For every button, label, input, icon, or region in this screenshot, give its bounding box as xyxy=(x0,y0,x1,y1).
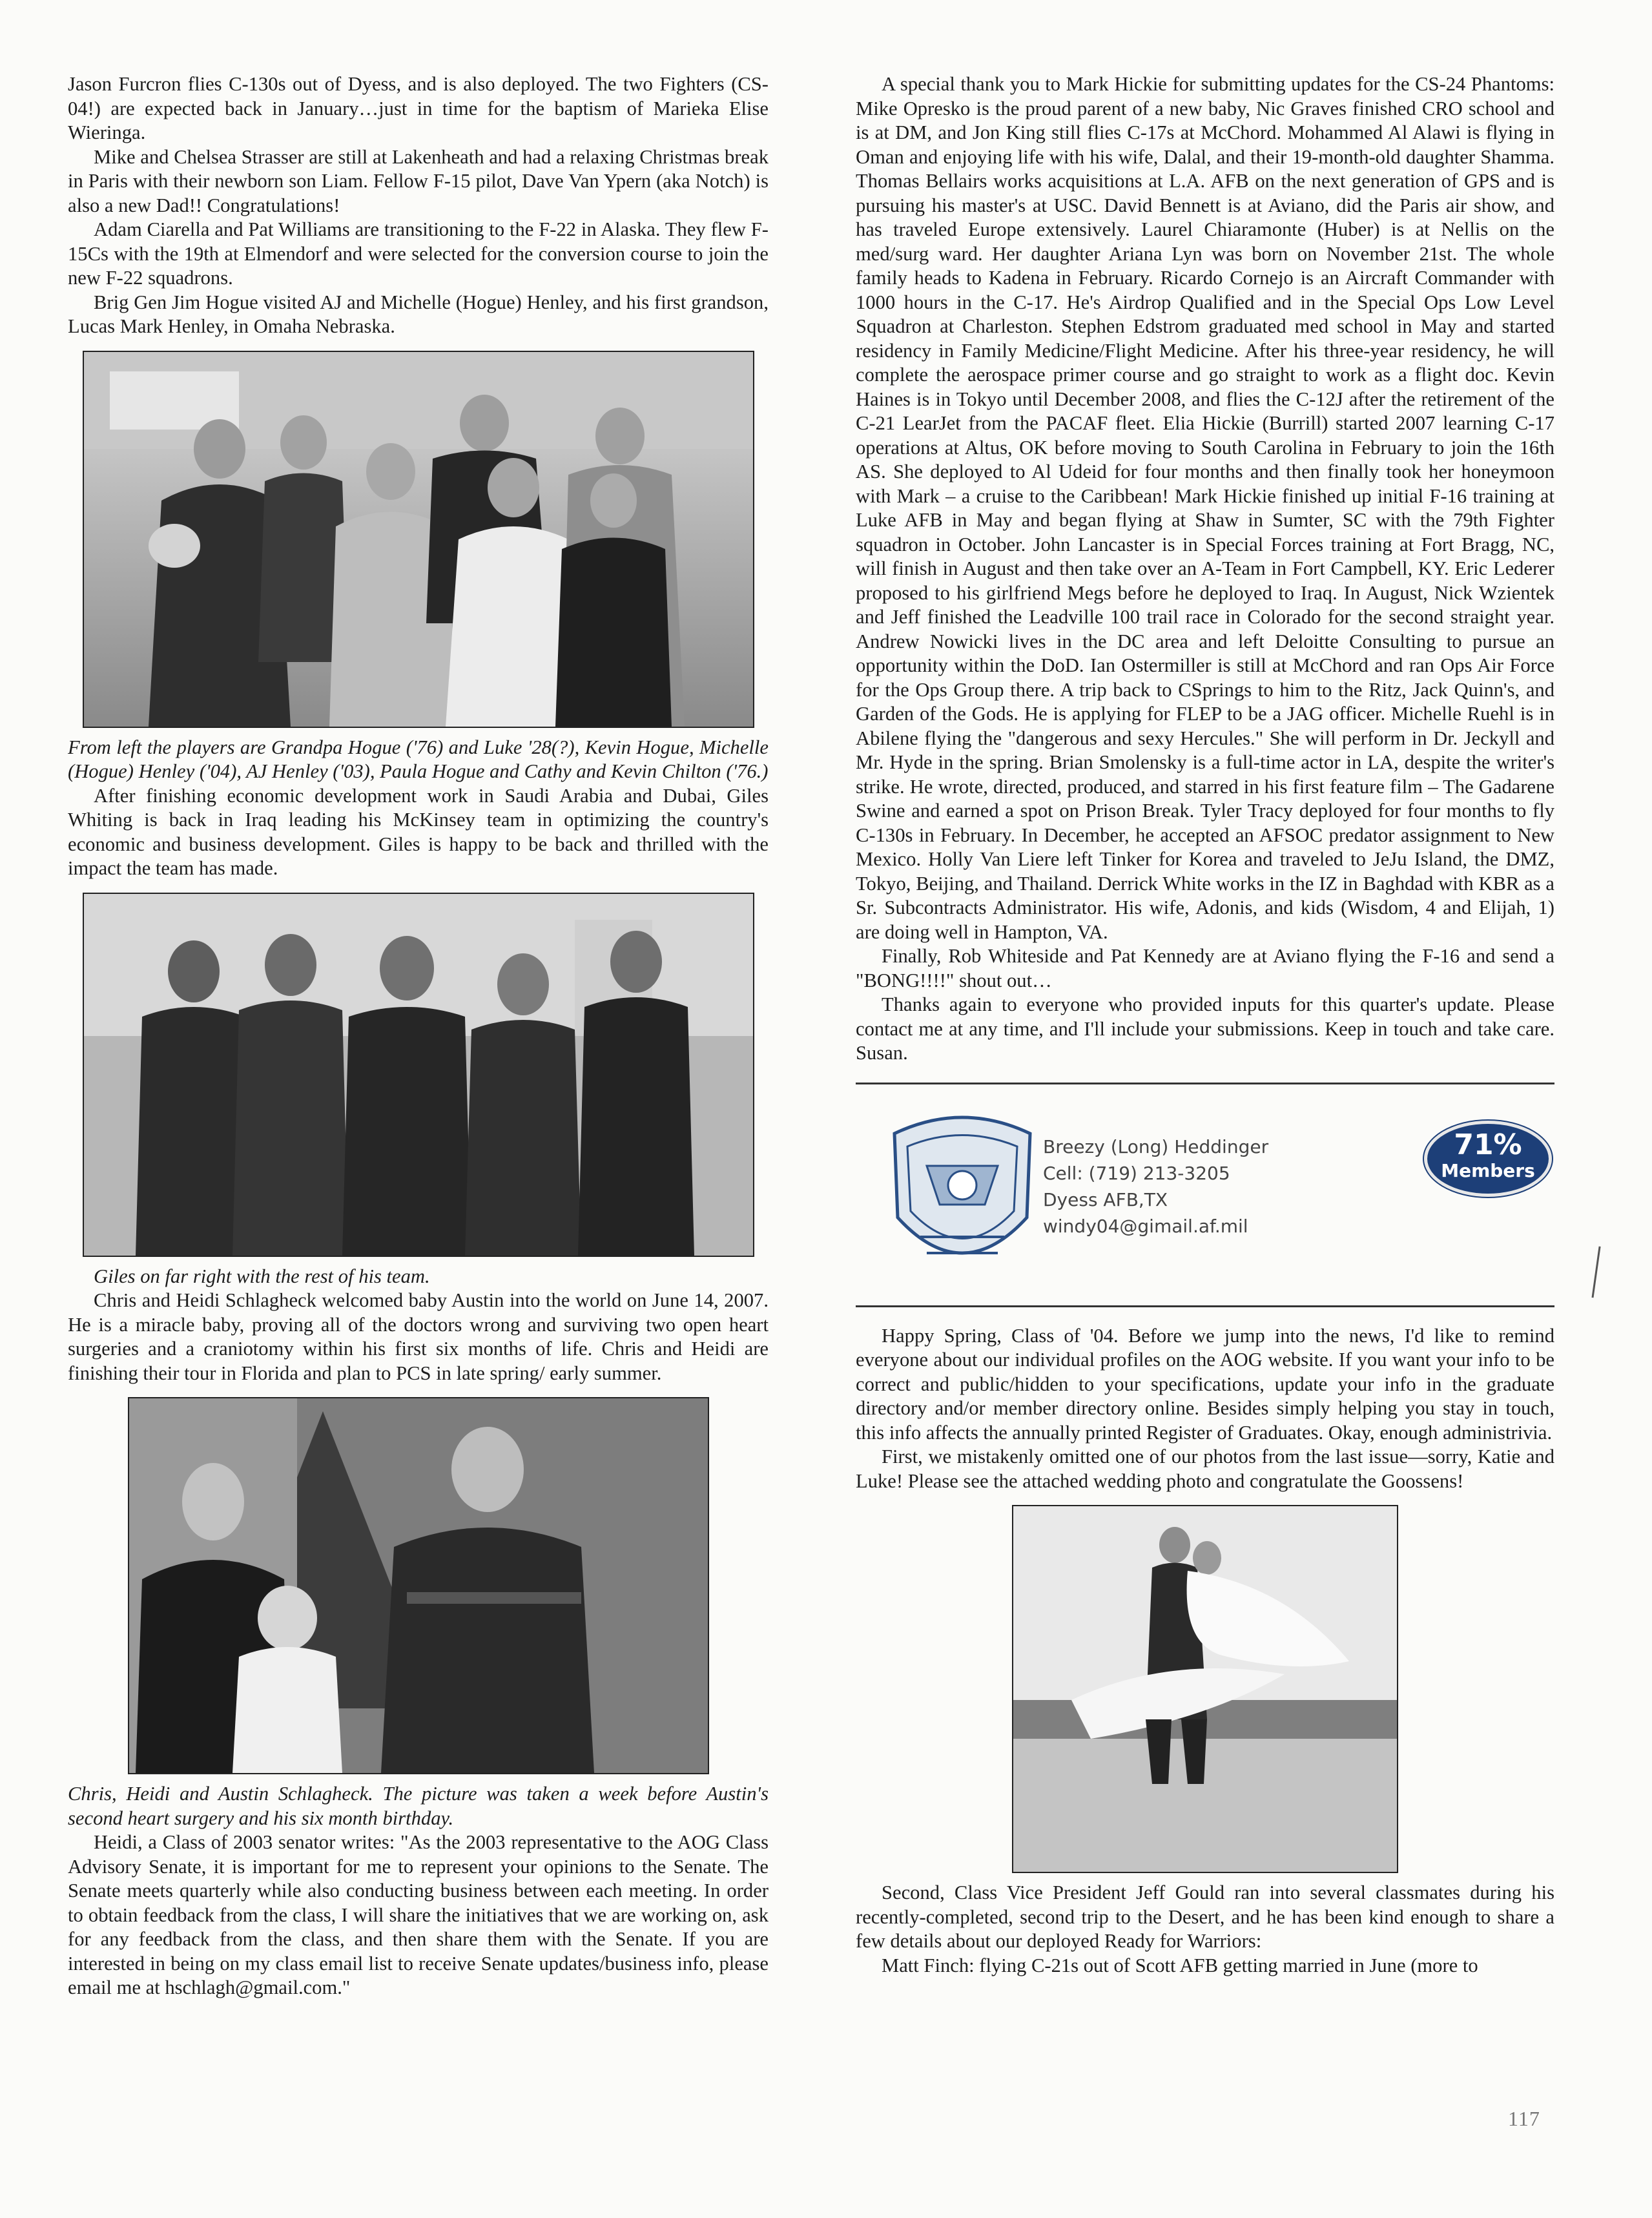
schlagheck-family-photo xyxy=(128,1397,709,1774)
paragraph: Happy Spring, Class of '04. Before we jump into the news, I'd like to remind everyone about our individual profiles on the AOG website. If you want your info to be correct and public/hidden to your specifications, update your info in the graduate directory and/or member directory online. Besides simply helping you stay in touch, this info affects the annually printed Register of Graduates. Okay, enough administrivia. xyxy=(856,1324,1554,1444)
paragraph: Jason Furcron flies C-130s out of Dyess, and is also deployed. The two Fighters (CS-04!) are expected back in January…just in time for the baptism of Marieka Elise Wieringa. xyxy=(68,73,769,143)
photo-caption: Giles on far right with the rest of his team. xyxy=(94,1265,430,1287)
paragraph: A special thank you to Mark Hickie for submitting updates for the CS-24 Phantoms: Mike Opresko is the proud parent of a new baby, Nic Graves finished CRO school and is at DM, and Jon King still flies C-17s at McChord. Mohammed Al Alawi is flying in Oman and enjoying life with his wife, Dalal, and their 19-month-old daughter Shamma. Thomas Bellairs works acquisitions at L.A. AFB on the next generation of GPS and is pursuing his master's at USC. David Bennett is at Aviano, did the Paris air show, and has traveled Europe extensively. Laurel Chiaramonte (Huber) is at Nellis on the med/surg ward. Her daughter Ariana Lyn was born on November 21st. The whole family heads to Kadena in February. Ricardo Cornejo is an Aircraft Commander with 1000 hours in the C-17. He's Airdrop Qualified and in the Special Ops Low Level Squadron at Charleston. Stephen Edstrom graduated med school in May and started residency in Family Medicine/Flight Medicine. After his three-year residency, he will complete the aerospace primer course and go straight to work as a flight doc. Kevin Haines is in Tokyo until December 2008, and flies the C-12J after the retirement of the C-21 LearJet from the PACAF fleet. Elia Hickie (Burrill) started 2007 learning C-17 operations at Altus, OK before moving to South Carolina in February to join the 16th AS. She deployed to Al Udeid for four months and then finally took her honeymoon with Mark – a cruise to the Caribbean! Mark Hickie finished up initial F-16 training at Luke AFB in May and began flying at Shaw in Sumter, SC with the 79th Fighter squadron in October. John Lancaster is in Special Forces training at Fort Bragg, NC, will finish in August and then take over an A-Team in Fort Campbell, KY. Eric Lederer proposed to his girlfriend Megs before he deployed to Iraq. In August, Nick Wzientek and Jeff finished the Leadville 100 trail race in Colorado for the second straight year. Andrew Nowicki lives in the DC area and left Deloitte Consulting to pursue an opportunity within the DoD. Ian Ostermiller is still at McChord and ran Ops Air Force for the Ops Group there. A trip back to CSprings to him to the Ritz, Jack Quinn's, and Garden of the Gods. He is applying for FLEP to be a JAG officer. Michelle Ruehl is in Abilene flying the "dangerous and sexy Hercules." She will perform in Dr. Jeckyll and Mr. Hyde in the spring. Brian Smolensky is a full-time actor in LA, despite the writer's strike. He wrote, directed, produced, and starred in his first feature film – The Gadarene Swine and earned a spot on Prison Break. Tyler Tracy deployed for four months to fly C-130s in February. In December, he accepted an AFSOC predator assignment to New Mexico. Holly Van Liere left Tinker for Korea and traveled to JeJu Island, the DMZ, Tokyo, Beijing, and Thailand. Derrick White works in the IZ in Baghdad with KBR as a Sr. Subcontracts Administrator. His wife, Adonis, and kids (Wisdom, 4 and Elijah, 1) are doing well in Hampton, VA. xyxy=(856,73,1554,943)
class-crest-icon xyxy=(882,1108,1043,1282)
membership-percent: 71% xyxy=(1454,1128,1522,1161)
contact-name: Breezy (Long) Heddinger xyxy=(1043,1135,1269,1157)
photo-caption: From left the players are Grandpa Hogue ('76) and Luke '28(?), Kevin Hogue, Michelle (Hogue) Henley ('04), AJ Henley ('03), Paula Hogue and Cathy and Kevin Chilton ('76.) xyxy=(68,736,769,782)
membership-badge xyxy=(1424,1121,1552,1197)
section-divider xyxy=(856,1083,1554,1084)
paragraph: Matt Finch: flying C-21s out of Scott AFB getting married in June (more to xyxy=(882,1954,1478,1976)
paragraph: After finishing economic development work in Saudi Arabia and Dubai, Giles Whiting is back in Iraq leading his McKinsey team in optimizing the country's economic and business development. Giles is happy to be back and thrilled with the impact the team has made. xyxy=(68,784,769,879)
left-column xyxy=(68,72,769,2000)
giles-team-photo xyxy=(83,893,754,1257)
hogue-family-photo xyxy=(83,351,754,728)
section-divider xyxy=(856,1305,1554,1307)
wedding-photo xyxy=(1012,1505,1398,1873)
contact-phone: Cell: (719) 213-3205 xyxy=(1043,1162,1230,1184)
class-contact-block xyxy=(856,1101,1554,1289)
paragraph: Finally, Rob Whiteside and Pat Kennedy are at Aviano flying the F-16 and send a "BONG!!!!" shout out… xyxy=(856,945,1554,991)
photo-caption: Chris, Heidi and Austin Schlagheck. The picture was taken a week before Austin's second heart surgery and his six month birthday. xyxy=(68,1783,769,1829)
paragraph: Chris and Heidi Schlagheck welcomed baby Austin into the world on June 14, 2007. He is a miracle baby, proving all of the doctors wrong and surviving two open heart surgeries and a craniotomy within his first six months of life. Chris and Heidi are finishing their tour in Florida and plan to PCS in late spring/ early summer. xyxy=(68,1289,769,1384)
contact-location: Dyess AFB,TX xyxy=(1043,1188,1168,1210)
paragraph: Adam Ciarella and Pat Williams are transitioning to the F-22 in Alaska. They flew F-15Cs with the 19th at Elmendorf and were selected for the conversion course to join the new F-22 squadrons. xyxy=(68,218,769,289)
page-number: 117 xyxy=(1508,2107,1540,2130)
paragraph: Brig Gen Jim Hogue visited AJ and Michelle (Hogue) Henley, and his first grandson, Lucas Mark Henley, in Omaha Nebraska. xyxy=(68,291,769,337)
right-column xyxy=(856,72,1554,1978)
paragraph: First, we mistakenly omitted one of our photos from the last issue—sorry, Katie and Luke! Please see the attached wedding photo and congratulate the Goossens! xyxy=(856,1446,1554,1492)
paragraph: Mike and Chelsea Strasser are still at Lakenheath and had a relaxing Christmas break in Paris with their newborn son Liam. Fellow F-15 pilot, Dave Van Ypern (aka Notch) is also a new Dad!! Congratulations! xyxy=(68,145,769,216)
paragraph: Second, Class Vice President Jeff Gould ran into several classmates during his recently-completed, second trip to the Desert, and he has been kind enough to share a few details about our deployed Ready for Warriors: xyxy=(856,1881,1554,1952)
scan-edge-mark xyxy=(1591,1247,1606,1299)
paragraph: Heidi, a Class of 2003 senator writes: "As the 2003 representative to the AOG Class Advisory Senate, it is important for me to represent your opinions to the Senate. The Senate meets quarterly while also conducting business between each meeting. In order to obtain feedback from the class, I will share the initiatives that we are working on, ask for any feedback from the class, and then share them with the Senate. If you are interested in being on my class email list to receive Senate updates/business info, please email me at hschlagh@gmail.com." xyxy=(68,1831,769,1998)
class-contact-info xyxy=(1043,1134,1268,1239)
contact-email[interactable]: windy04@gimail.af.mil xyxy=(1043,1215,1248,1237)
membership-label: Members xyxy=(1441,1159,1535,1181)
paragraph: Thanks again to everyone who provided inputs for this quarter's update. Please contact me at any time, and I'll include your submissions. Keep in touch and take care. Susan. xyxy=(856,993,1554,1064)
